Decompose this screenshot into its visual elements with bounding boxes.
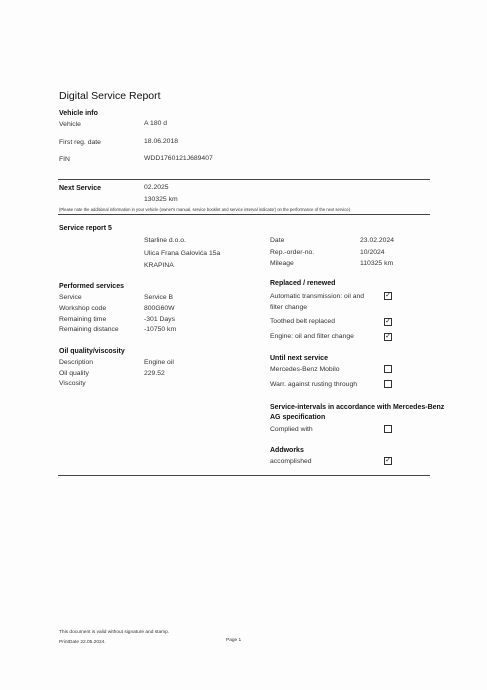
footer-validity: This document is valid without signature and stamp. (59, 630, 170, 635)
next-service-date: 02.2025 (144, 184, 169, 191)
performed-heading: Performed services (59, 283, 124, 290)
dealer-city: KRAPINA (144, 262, 174, 269)
oil-description-label: Description (59, 359, 93, 366)
until-next-item-checkbox[interactable] (384, 380, 392, 388)
service-report-heading: Service report 5 (59, 225, 112, 232)
until-next-item-label: Mercedes-Benz Mobilo (270, 366, 340, 373)
oil-description-value: Engine oil (144, 359, 174, 366)
order-label: Rep.-order-no. (270, 249, 315, 256)
date-label: Date (270, 237, 285, 244)
until-next-item-checkbox[interactable] (384, 365, 392, 373)
footer-page-number: Page 1 (226, 638, 242, 643)
divider-bottom (58, 475, 430, 476)
date-value: 23.02.2024 (360, 237, 395, 244)
addworks-heading: Addworks (270, 447, 304, 454)
order-value: 10/2024 (360, 249, 385, 256)
addworks-item-label: accomplished (270, 458, 312, 465)
check-icon: ✓ (385, 457, 391, 464)
footer-print-date: PrintDate 22.05.2024. (59, 640, 106, 645)
first-reg-label: First reg. date (59, 139, 101, 146)
remaining-distance-value: -10750 km (144, 326, 177, 333)
oil-quality-label: Oil quality (59, 370, 89, 377)
dealer-street: Ulica Frana Galovića 15a (144, 250, 221, 257)
page-title: Digital Service Report (59, 90, 161, 102)
vehicle-value: A 180 d (144, 120, 168, 127)
vehicle-info-heading: Vehicle info (59, 110, 98, 117)
intervals-heading: Service-intervals in accordance with Mercedes-Benz AG specification (270, 404, 445, 421)
fin-label: FIN (59, 156, 70, 163)
service-value: Service B (144, 294, 174, 301)
workshop-value: 800G60W (144, 305, 175, 312)
until-next-heading: Until next service (270, 355, 328, 362)
check-icon: ✓ (385, 318, 391, 325)
first-reg-value: 18.06.2018 (144, 138, 179, 145)
intervals-item-checkbox[interactable] (384, 425, 392, 433)
replaced-item-checkbox[interactable] (384, 318, 392, 326)
replaced-heading: Replaced / renewed (270, 280, 336, 287)
oil-viscosity-label: Viscosity (59, 380, 86, 387)
workshop-label: Workshop code (59, 305, 107, 312)
service-label: Service (59, 294, 82, 301)
remaining-time-label: Remaining time (59, 316, 107, 323)
check-icon: ✓ (385, 333, 391, 340)
replaced-item-label: Engine: oil and filter change (270, 333, 354, 340)
replaced-item-label: Toothed belt replaced (270, 318, 335, 325)
check-icon: ✓ (385, 292, 391, 299)
divider-top (58, 179, 430, 180)
replaced-item-label: Automatic transmission: oil and filter change (270, 293, 365, 311)
fin-value: WDD1760121J689407 (144, 155, 213, 162)
replaced-item-checkbox[interactable] (384, 333, 392, 341)
until-next-item-label: Warr. against rusting through (270, 381, 358, 388)
mileage-label: Mileage (270, 260, 294, 267)
remaining-distance-label: Remaining distance (59, 326, 119, 333)
oil-quality-value: 229.52 (144, 370, 165, 377)
oil-heading: Oil quality/viscosity (59, 348, 125, 355)
mileage-value: 110325 km (360, 260, 394, 267)
next-service-note: (Please note the additional information in your vehicle (owner's manual, service booklet and service interval indicator) on the performance of the next service) (59, 207, 351, 212)
dealer-name: Starline d.o.o. (144, 237, 186, 244)
remaining-time-value: -301 Days (144, 316, 175, 323)
divider-next-service (58, 214, 430, 215)
vehicle-label: Vehicle (59, 121, 81, 128)
next-service-label: Next Service (59, 185, 102, 192)
addworks-item-checkbox[interactable] (384, 457, 392, 465)
replaced-item-checkbox[interactable] (384, 292, 392, 300)
next-service-km: 130325 km (144, 196, 178, 203)
intervals-item-label: Complied with (270, 426, 313, 433)
